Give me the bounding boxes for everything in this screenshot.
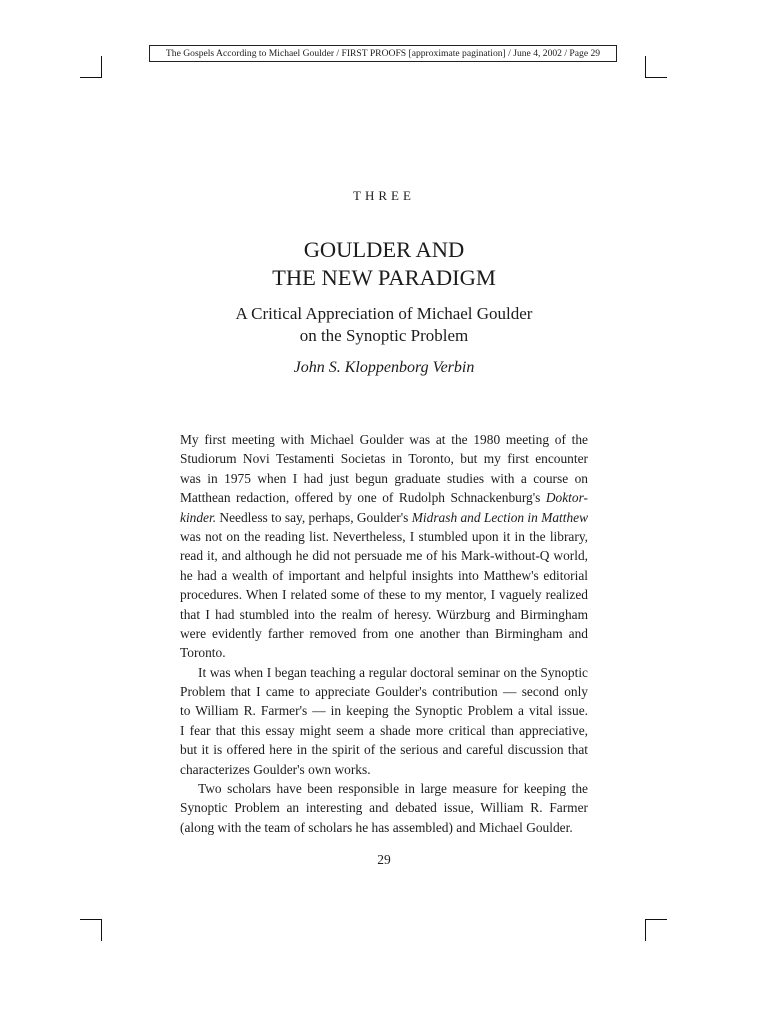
paragraph <box>180 430 588 663</box>
text-line: My first meeting with Michael Goulder was at the 1980 meeting of the <box>180 432 588 447</box>
text-line: he had a wealth of important and helpful insights into Matthew's editorial <box>180 567 588 583</box>
crop-mark-top-left-v <box>101 56 102 78</box>
text-line: kinder. Needless to say, perhaps, Goulder's Midrash and Lection in Matthew <box>180 509 589 525</box>
text-line: Problem that I came to appreciate Goulder's contribution — second only <box>180 684 588 700</box>
text-line: It was when I began teaching a regular doctoral seminar on the Synoptic <box>198 664 588 680</box>
text-line: Synoptic Problem an interesting and debated issue, William R. Farmer <box>180 800 588 816</box>
chapter-number: THREE <box>353 188 415 203</box>
crop-mark-top-left-h <box>80 77 102 78</box>
crop-mark-bottom-left-v <box>101 919 102 941</box>
text-line: was not on the reading list. Nevertheless, I stumbled upon it in the library, <box>180 528 588 544</box>
text-line: that I had stumbled into the realm of heresy. Würzburg and Birmingham <box>180 606 588 622</box>
text-line: characterizes Goulder's own works. <box>180 761 371 777</box>
crop-mark-top-right-h <box>645 77 667 78</box>
text-line: Studiorum Novi Testamenti Societas in Toronto, but my first encounter <box>180 451 588 467</box>
crop-mark-bottom-right-h <box>645 919 667 920</box>
text-line: I fear that this essay might seem a shade more critical than appreciative, <box>180 722 588 738</box>
text-line: procedures. When I related some of these to my mentor, I vaguely realized <box>180 587 588 603</box>
page-number: 29 <box>377 852 391 867</box>
body-text <box>180 430 588 837</box>
author-name: John S. Kloppenborg Verbin <box>293 359 475 376</box>
text-line: but it is offered here in the spirit of the serious and careful discussion that <box>180 742 588 758</box>
chapter-subtitle <box>0 303 768 347</box>
crop-mark-bottom-right-v <box>645 919 646 941</box>
text-line: were evidently farther removed from one another than Birmingham and <box>180 625 588 641</box>
paragraph <box>180 779 588 837</box>
text-line: to William R. Farmer's — in keeping the Synoptic Problem a vital issue. <box>180 703 588 719</box>
paragraph <box>180 663 588 779</box>
chapter-title-line: THE NEW PARADIGM <box>272 265 496 290</box>
chapter-subtitle-line: A Critical Appreciation of Michael Goulder <box>235 304 533 323</box>
crop-mark-top-right-v <box>645 56 646 78</box>
running-header: The Gospels According to Michael Goulder / FIRST PROOFS [approximate pagination] / June 4, 2002 / Page 29 <box>149 45 617 62</box>
text-line: Two scholars have been responsible in large measure for keeping the <box>198 781 588 797</box>
text-line: read it, and although he did not persuade me of his Mark-without-Q world, <box>180 548 588 564</box>
text-line: Toronto. <box>180 645 226 661</box>
chapter-title-line: GOULDER AND <box>303 237 465 262</box>
text-line: was in 1975 when I had just begun graduate studies with a course on <box>180 470 588 486</box>
text-line: (along with the team of scholars he has assembled) and Michael Goulder. <box>180 819 573 835</box>
chapter-subtitle-line: on the Synoptic Problem <box>299 326 469 345</box>
chapter-title <box>0 236 768 292</box>
crop-mark-bottom-left-h <box>80 919 102 920</box>
text-line: Matthean redaction, offered by one of Rudolph Schnackenburg's Doktor- <box>180 490 588 506</box>
